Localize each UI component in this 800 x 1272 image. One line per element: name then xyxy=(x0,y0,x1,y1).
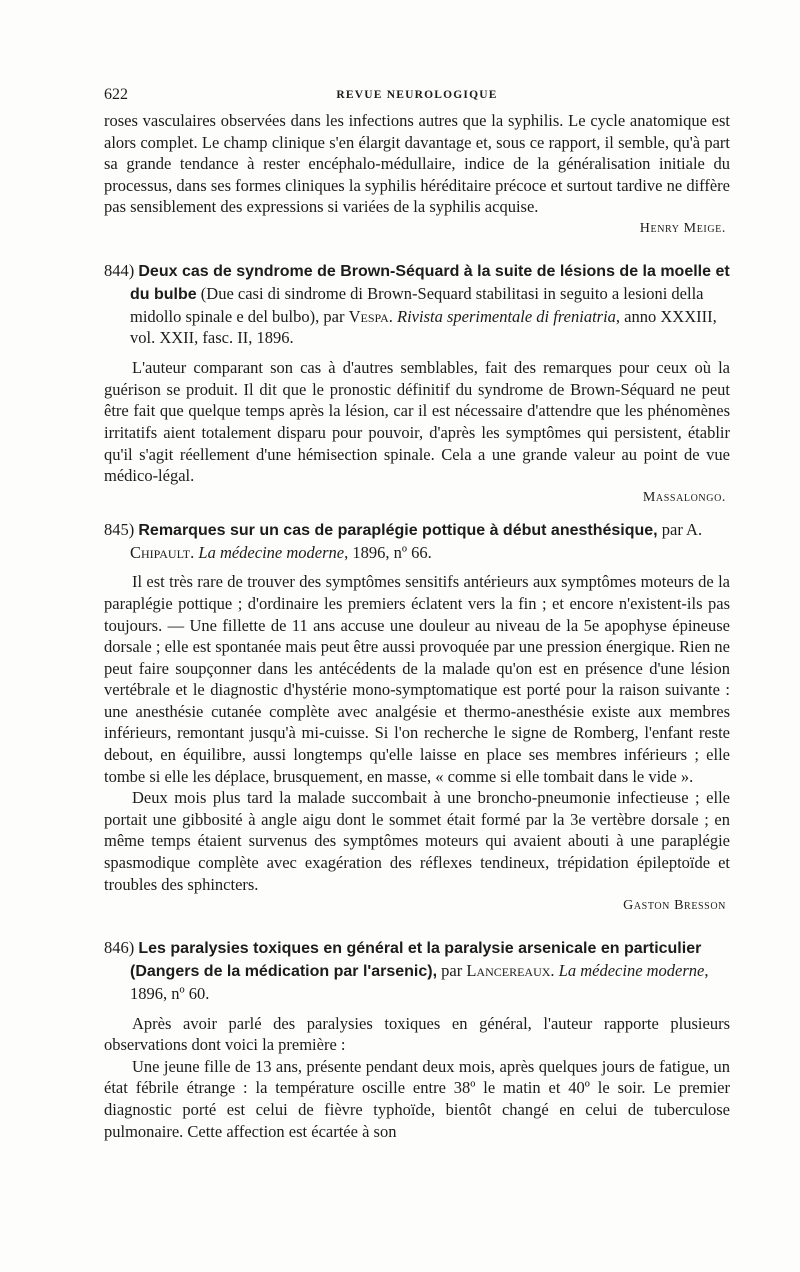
entry-author: Chipault xyxy=(130,542,191,562)
entry-title-rest: (Due casi di sindrome di Brown-Sequard stabilitasi in seguito a lesioni della midollo spinale e del bulbo), par xyxy=(130,283,704,326)
page-header xyxy=(104,82,730,110)
entry-title: 844) Deux cas de syndrome de Brown-Séquard à la suite de lésions de la moelle et du bulbe (Due casi di sindrome di Brown-Sequard stabilitasi in seguito a lesioni della midollo spinale e del bulbo), par Vespa. Rivista sperimentale di freniatria, anno XXXIII, vol. XXII, fasc. II, 1896. xyxy=(104,260,730,348)
entry-journal: La médecine moderne xyxy=(198,542,345,562)
entry-paragraph: Une jeune fille de 13 ans, présente pendant deux mois, après quelques jours de fatigue, un état fébrile étrange : la température oscille entre 38º le matin et 40º le soir. Le premier diagnostic porté est celui de fièvre typhoïde, bientôt changé en celui de tuberculose pulmonaire. Cette affection est écartée à son xyxy=(104,1056,730,1141)
page xyxy=(104,82,730,1142)
entry-number: 845) xyxy=(104,519,135,539)
entry-title-rest: par xyxy=(437,961,467,981)
abstract-entry-845 xyxy=(104,519,730,918)
entry-title-rest: par A. xyxy=(657,519,703,539)
signature: Henry Meige. xyxy=(639,220,726,236)
entry-author: Lancereaux. xyxy=(466,961,555,981)
abstract-entry-846 xyxy=(104,937,730,1142)
entry-journal: La médecine moderne xyxy=(558,961,705,981)
page-number: 622 xyxy=(104,86,128,103)
entry-paragraph: Après avoir parlé des paralysies toxiques en général, l'auteur rapporte plusieurs observations dont voici la première : xyxy=(104,1013,730,1055)
entry-paragraph: Deux mois plus tard la malade succombait à une broncho-pneumonie infectieuse ; elle portait une gibbosité à angle aigu dont le sommet était formé par la 3e vertèbre dorsale ; en même temps étaient survenus des symptômes moteurs qui avaient abouti à une paraplégie spasmodique complète avec exagération des réflexes tendineux, trépidation épileptoïde et troubles des sphincters. xyxy=(104,788,730,894)
signature: Gaston Bresson xyxy=(623,898,726,914)
entry-title-bold: Deux cas de syndrome de Brown-Séquard à la suite de lésions de la moelle et du bulbe xyxy=(130,262,730,303)
entry-title: 845) Remarques sur un cas de paraplégie pottique à début anesthésique, par A. Chipault. La médecine moderne, 1896, nº 66. xyxy=(104,519,703,562)
entry-citation: , anno XXXIII, vol. XXII, fasc. II, 1896. xyxy=(130,306,717,348)
abstract-entry-844 xyxy=(104,260,730,509)
signature: Massalongo. xyxy=(642,489,726,505)
entry-citation: , 1896, nº 66. xyxy=(344,542,432,562)
entry-number: 844) xyxy=(104,260,135,280)
entry-title xyxy=(104,937,730,1004)
entry-paragraph: Il est très rare de trouver des symptômes sensitifs antérieurs aux symptômes moteurs de la paraplégie pottique ; d'ordinaire les premiers éclatent vers la fin ; et encore n'existent-ils pas toujours. — Une fillette de 11 ans accuse une douleur au niveau de la 5e apophyse épineuse dorsale ; elle est spontanée mais peut être aussi provoquée par une pression énergique. Rien ne peut faire soupçonner dans les antécédents de la malade qu'on est en présence d'une lésion vertébrale et le diagnostic d'hystérie mono-symptomatique est porté pour la raison suivante : une anesthésie cutanée complète avec analgésie et thermo-anesthésie existe aux membres inférieurs, remontant jusqu'à mi-cuisse. Si l'on recherche le signe de Romberg, l'enfant reste debout, en équilibre, aussi longtemps qu'elle laisse en place ses membres inférieurs ; elle tombe si elle les déplace, brusquement, en masse, « comme si elle tombait dans le vide ». xyxy=(104,572,730,786)
entry-journal: Rivista sperimentale di freniatria xyxy=(397,306,616,326)
running-title: REVUE NEUROLOGIQUE xyxy=(336,89,498,101)
intro-section xyxy=(104,110,730,240)
entry-author: Vespa xyxy=(348,306,389,326)
entry-title-bold: Les paralysies toxiques en général et la paralysie arsenicale en particulier (Dangers de la médication par l'arsenic), xyxy=(130,940,702,981)
entry-citation: , 1896, nº 60. xyxy=(130,961,709,1003)
entry-title-bold: Remarques sur un cas de paraplégie pottique à début anesthésique, xyxy=(138,521,658,539)
entry-number: 846) xyxy=(104,938,135,958)
intro-paragraph: roses vasculaires observées dans les infections autres que la syphilis. Le cycle anatomique est alors complet. Le champ clinique s'en élargit davantage et, sous ce rapport, il semble, qu'à part sa grande tendance à rester encéphalo-médullaire, indice de la généralisation initiale du processus, dans ses formes cliniques la syphilis héréditaire précoce et surtout tardive ne diffère pas sensiblement des expressions si variées de la syphilis acquise. xyxy=(104,111,730,217)
entry-paragraph: L'auteur comparant son cas à d'autres semblables, fait des remarques pour ceux où la guérison se produit. Il dit que le pronostic définitif du syndrome de Brown-Séquard ne peut être fait que quelque temps après la lésion, car il est nécessaire d'attendre que les phénomènes irritatifs aient totalement disparu pour pouvoir, d'après les symptômes qui persistent, établir qu'il s'agit réellement d'une hémisection spinale. Cela a une grande valeur au point de vue médico-légal. xyxy=(104,358,730,486)
